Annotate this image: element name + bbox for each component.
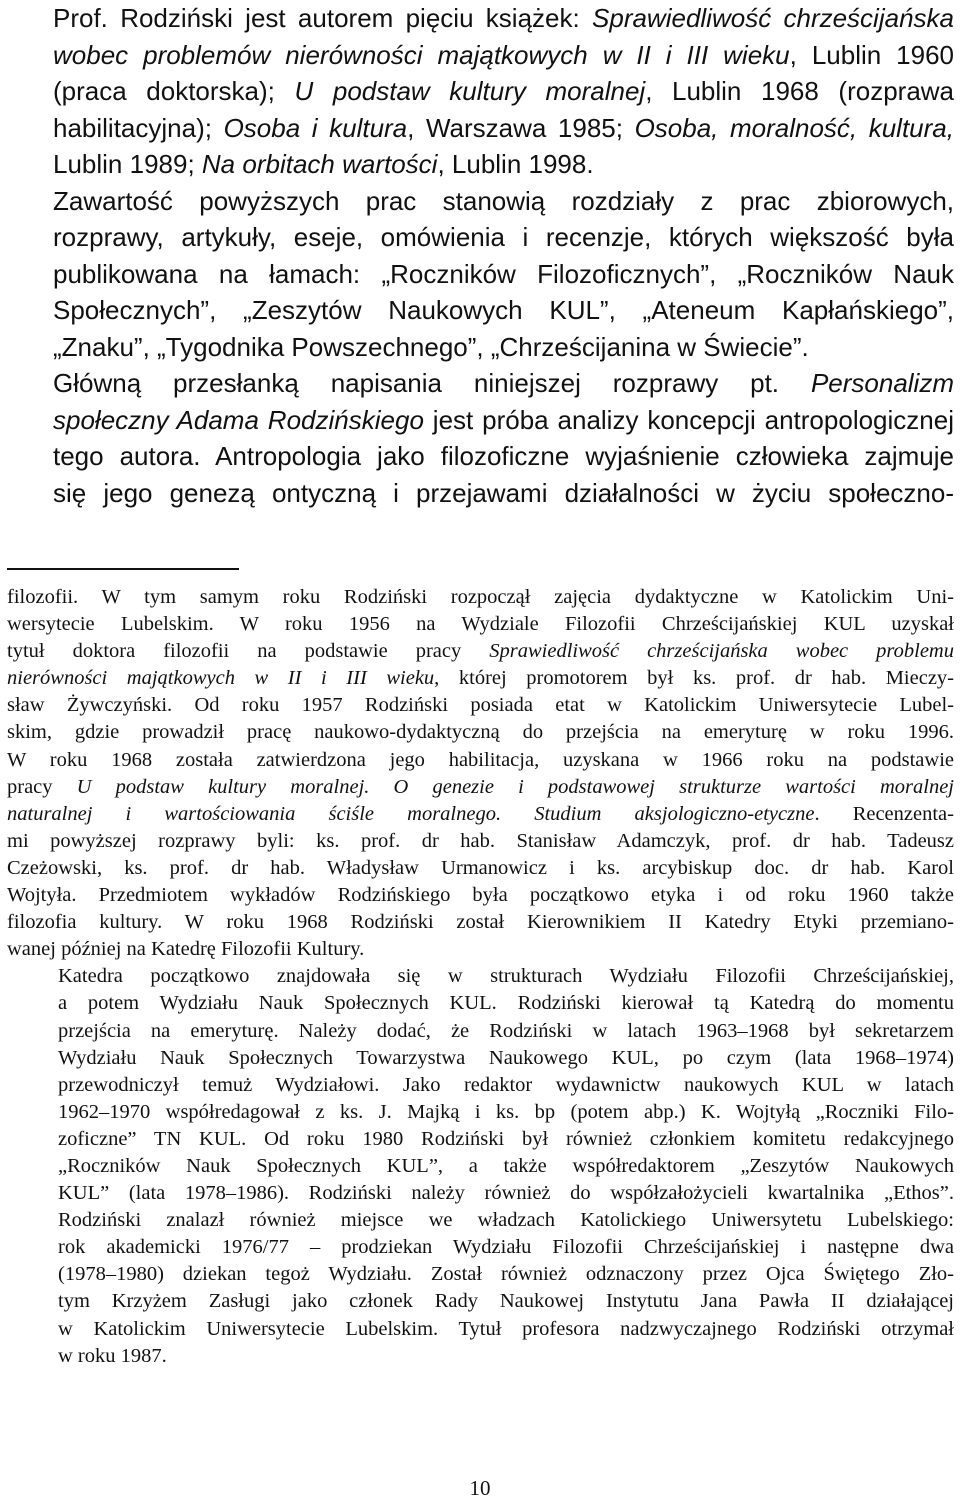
footnote-paragraph-1 bbox=[7, 584, 954, 963]
footnote-line: filozofii. W tym samym roku Rodziński rozpoczął zajęcia dydaktyczne w Katolickim Uni- bbox=[7, 586, 954, 608]
footnote-line: mi powyższej rozprawy byli: ks. prof. dr hab. Stanisław Adamczyk, prof. dr hab. Tadeusz bbox=[7, 829, 954, 852]
footnote-line: W roku 1968 została zatwierdzona jego habilitacja, uzyskana w 1966 roku na podstawie bbox=[7, 748, 954, 771]
footnote-line: w roku 1987. bbox=[58, 1344, 167, 1367]
footnote-line: nierówności majątkowych w II i III wieku, której promotorem był ks. prof. dr hab. Mieczy- bbox=[7, 667, 954, 690]
footnote-line: naturalnej i wartościowania ściśle moralnego. Studium aksjologiczno-etyczne. Recenzenta- bbox=[7, 802, 954, 825]
footnote-line: „Roczników Nauk Społecznych KUL”, a także współredaktorem „Zeszytów Naukowych bbox=[58, 1154, 954, 1177]
footnote-line: skim, gdzie prowadził pracę naukowo-dydaktyczną do przejścia na emeryturę w roku 1996. bbox=[7, 721, 954, 744]
text-line: Lublin 1989; Na orbitach wartości, Lublin 1998. bbox=[53, 149, 594, 179]
footnote-line: rok akademicki 1976/77 – prodziekan Wydziału Filozofii Chrześcijańskiej i następne dwa bbox=[58, 1236, 954, 1259]
text-line: habilitacyjna); Osoba i kultura, Warszawa 1985; Osoba, moralność, kultura, bbox=[53, 112, 954, 143]
text-line: wobec problemów nierówności majątkowych w II i III wieku, Lublin 1960 bbox=[53, 39, 954, 70]
text-line: rozprawy, artykuły, eseje, omówienia i recenzje, których większość była bbox=[53, 222, 954, 252]
footnote-line: Czeżowski, ks. prof. dr hab. Władysław Urmanowicz i ks. arcybiskup doc. dr hab. Karol bbox=[7, 856, 954, 879]
footnote-line: Rodziński znalazł również miejsce we władzach Katolickiego Uniwersytetu Lubelskiego: bbox=[58, 1209, 954, 1232]
footnote-line: wanej później na Katedrę Filozofii Kultury. bbox=[7, 938, 365, 961]
footnote-line: Wojtyła. Przedmiotem wykładów Rodzińskiego była początkowo etyka i od roku 1960 także bbox=[7, 884, 954, 907]
footnote-line: przewodniczył temuż Wydziałowi. Jako redaktor wydawnictw naukowych KUL w latach bbox=[58, 1073, 954, 1096]
text-line: publikowana na łamach: „Roczników Filozoficznych”, „Roczników Nauk bbox=[53, 258, 954, 289]
text-line: tego autora. Antropologia jako filozoficzne wyjaśnienie człowieka zajmuje bbox=[53, 441, 954, 471]
text-line: Prof. Rodziński jest autorem pięciu książek: Sprawiedliwość chrześcijańska bbox=[53, 3, 954, 33]
footnote-line: Katedra początkowo znajdowała się w strukturach Wydziału Filozofii Chrześcijańskiej, bbox=[58, 965, 954, 988]
footnote-divider bbox=[7, 568, 239, 570]
footnote-line: (1978–1980) dziekan tegoż Wydziału. Został również odznaczony przez Ojca Świętego Zło- bbox=[58, 1263, 954, 1286]
footnote-line: wersytecie Lubelskim. W roku 1956 na Wydziale Filozofii Chrześcijańskiej KUL uzyskał bbox=[7, 613, 954, 636]
footnote-line: tytuł doktora filozofii na podstawie pracy Sprawiedliwość chrześcijańska wobec problemu bbox=[7, 640, 954, 663]
footnote-line: pracy U podstaw kultury moralnej. O genezie i podstawowej strukturze wartości moralnej bbox=[7, 775, 954, 798]
text-line: (praca doktorska); U podstaw kultury moralnej, Lublin 1968 (rozprawa bbox=[53, 76, 955, 106]
footnote-line: 1962–1970 współredagował z ks. J. Majką i ks. bp (potem abp.) K. Wojtyłą „Roczniki Filo- bbox=[58, 1100, 954, 1123]
text-line: Główną przesłanką napisania niniejszej rozprawy pt. Personalizm bbox=[53, 368, 954, 398]
footnote-line: tym Krzyżem Zasługi jako członek Rady Naukowej Instytutu Jana Pawła II działającej bbox=[58, 1290, 954, 1313]
footnote-line: zoficzne” TN KUL. Od roku 1980 Rodziński był również członkiem komitetu redakcyjnego bbox=[58, 1127, 954, 1150]
footnote-line: w Katolickim Uniwersytecie Lubelskim. Tytuł profesora nadzwyczajnego Rodziński otrzymał bbox=[58, 1317, 954, 1340]
paragraph-1 bbox=[7, 0, 954, 183]
footnote-line: Wydziału Nauk Społecznych Towarzystwa Naukowego KUL, po czym (lata 1968–1974) bbox=[58, 1046, 954, 1069]
text-line: się jego genezą ontyczną i przejawami działalności w życiu społeczno- bbox=[53, 477, 954, 508]
text-line: „Znaku”, „Tygodnika Powszechnego”, „Chrześcijanina w Świecie”. bbox=[53, 331, 809, 362]
text-line: Zawartość powyższych prac stanowią rozdziały z prac zbiorowych, bbox=[53, 185, 954, 216]
paragraph-3 bbox=[7, 365, 954, 511]
paragraph-2 bbox=[7, 183, 954, 366]
footnote-line: a potem Wydziału Nauk Społecznych KUL. Rodziński kierował tą Katedrą do momentu bbox=[58, 992, 954, 1015]
footnote-line: filozofia kultury. W roku 1968 Rodziński został Kierownikiem II Katedry Etyki przemiano- bbox=[7, 911, 954, 934]
text-line: Społecznych”, „Zeszytów Naukowych KUL”, „Ateneum Kapłańskiego”, bbox=[53, 295, 954, 325]
footnote-line: KUL” (lata 1978–1986). Rodziński należy również do współzałożycieli kwartalnika „Ethos”. bbox=[58, 1182, 954, 1205]
footnote-line: przejścia na emeryturę. Należy dodać, że Rodziński w latach 1963–1968 był sekretarzem bbox=[58, 1019, 954, 1042]
main-text bbox=[7, 0, 954, 511]
footnote-text bbox=[7, 584, 954, 1370]
footnote-line: sław Żywczyński. Od roku 1957 Rodziński posiada etat w Katolickim Uniwersytecie Lubel- bbox=[7, 694, 954, 717]
footnote-paragraph-2 bbox=[7, 963, 954, 1369]
text-line: społeczny Adama Rodzińskiego jest próba analizy koncepcji antropologicznej bbox=[53, 404, 954, 435]
page-number: 10 bbox=[469, 1476, 491, 1500]
